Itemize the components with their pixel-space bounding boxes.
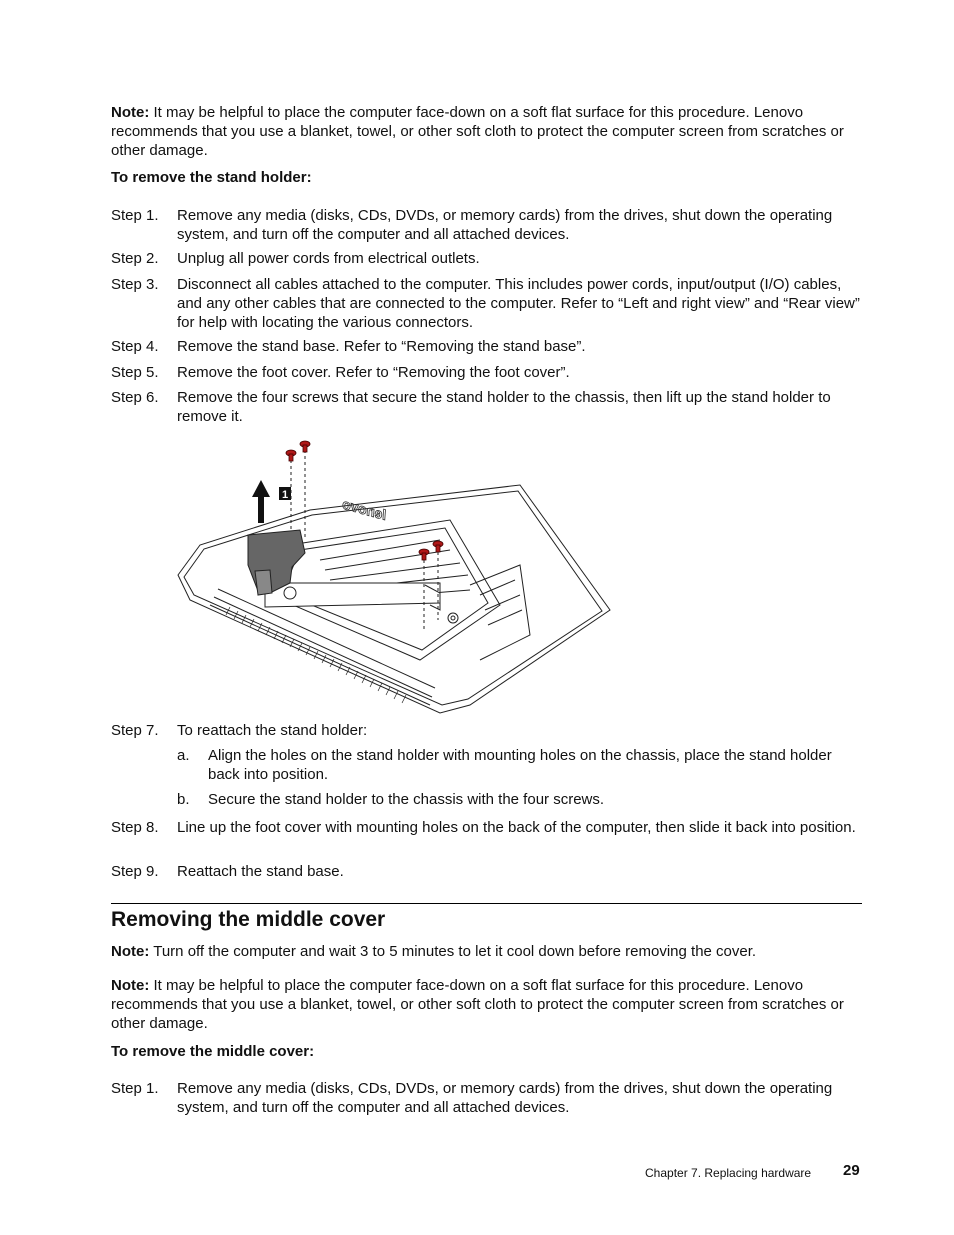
step-number: Step 5.	[111, 364, 159, 381]
step-text: Remove any media (disks, CDs, DVDs, or memory cards) from the drives, shut down the operating system, and turn off the computer and all attached devices.	[177, 1080, 833, 1116]
step-number: Step 2.	[111, 250, 159, 267]
lenovo-logo: lenovo	[340, 495, 389, 523]
step-number: Step 9.	[111, 863, 159, 880]
substep-text: Align the holes on the stand holder with mounting holes on the chassis, place the stand holder back into position.	[208, 747, 832, 783]
substep-text: Secure the stand holder to the chassis with the four screws.	[208, 791, 605, 808]
step-text: Reattach the stand base.	[177, 863, 344, 880]
step-number: Step 8.	[111, 819, 159, 836]
procedure-title: To remove the middle cover:	[111, 1043, 315, 1060]
step-text: Remove any media (disks, CDs, DVDs, or memory cards) from the drives, shut down the operating system, and turn off the computer and all attached devices.	[177, 207, 833, 243]
step-text: To reattach the stand holder:	[177, 722, 368, 739]
step-number: Step 7.	[111, 722, 159, 739]
page-number: 29	[843, 1162, 860, 1179]
screw-icon	[433, 541, 443, 552]
substep-letter: a.	[177, 747, 190, 764]
step-number: Step 4.	[111, 338, 159, 355]
note-label: Note:	[111, 977, 150, 994]
note-text: Turn off the computer and wait 3 to 5 minutes to let it cool down before removing the cover.	[153, 943, 757, 960]
step-text: Line up the foot cover with mounting holes on the back of the computer, then slide it back into position.	[177, 819, 856, 836]
step-text: Remove the four screws that secure the stand holder to the chassis, then lift up the stand holder to remove it.	[177, 389, 831, 425]
lift-arrow-icon	[252, 480, 270, 523]
note-text: It may be helpful to place the computer face-down on a soft flat surface for this procedure. Lenovo recommends that you use a blanket, towel, or other soft cloth to protect the computer screen from scratches or other damage.	[111, 104, 844, 159]
note-paragraph	[111, 942, 863, 961]
procedure-title: To remove the stand holder:	[111, 169, 312, 186]
screw-icon	[419, 549, 429, 560]
step-number: Step 6.	[111, 389, 159, 406]
note-paragraph	[111, 976, 863, 1033]
callout-number: 1	[281, 489, 289, 501]
step-text: Remove the foot cover. Refer to “Removing the foot cover”.	[177, 364, 570, 381]
substep-letter: b.	[177, 791, 190, 808]
note-label: Note:	[111, 104, 150, 121]
step-text: Unplug all power cords from electrical outlets.	[177, 250, 480, 267]
screw-icon	[300, 441, 310, 452]
step-text: Remove the stand base. Refer to “Removing the stand base”.	[177, 338, 586, 355]
section-divider	[111, 903, 862, 904]
step-number: Step 1.	[111, 1080, 159, 1097]
stand-holder-illustration	[170, 435, 625, 715]
step-text: Disconnect all cables attached to the computer. This includes power cords, input/output (I/O) cables, and any other cables that are connected to the computer. Refer to “Left and right view” and “Rear view” for help with locating the various connectors.	[177, 276, 860, 331]
note-paragraph	[111, 103, 863, 160]
note-label: Note:	[111, 943, 150, 960]
note-text: It may be helpful to place the computer face-down on a soft flat surface for this procedure. Lenovo recommends that you use a blanket, towel, or other soft cloth to protect the computer screen from scratches or other damage.	[111, 977, 844, 1032]
screw-icon	[286, 450, 296, 461]
section-heading: Removing the middle cover	[111, 908, 386, 931]
footer-chapter: Chapter 7. Replacing hardware	[645, 1166, 812, 1180]
chassis-diagram	[170, 435, 625, 715]
step-number: Step 1.	[111, 207, 159, 224]
step-number: Step 3.	[111, 276, 159, 293]
